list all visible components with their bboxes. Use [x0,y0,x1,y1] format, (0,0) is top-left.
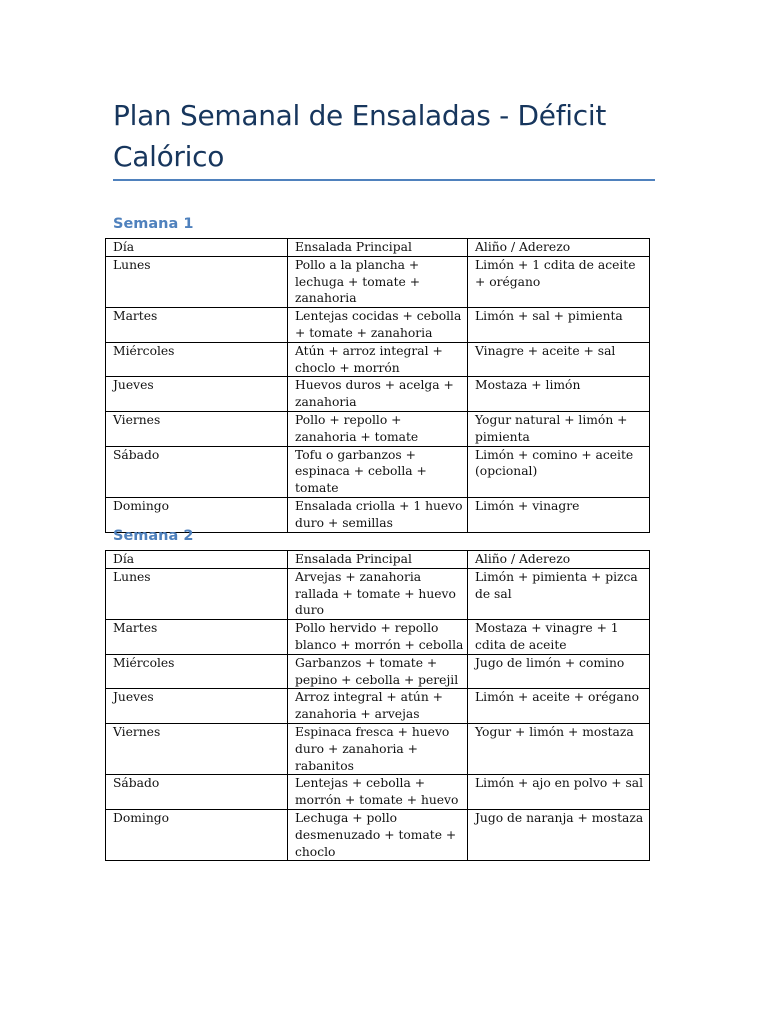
salad-cell: Lentejas + cebolla + morrón + tomate + huevo [288,775,468,810]
table-row [106,377,650,412]
salad-cell: Pollo hervido + repollo blanco + morrón + cebolla [288,620,468,655]
salad-cell: Ensalada criolla + 1 huevo duro + semillas [288,497,468,532]
table-row [106,342,650,377]
salad-cell: Lechuga + pollo desmenuzado + tomate + choclo [288,809,468,860]
dressing-cell: Mostaza + limón [468,377,650,412]
salad-cell: Arroz integral + atún + zanahoria + arvejas [288,689,468,724]
dressing-cell: Limón + ajo en polvo + sal [468,775,650,810]
table-row [106,809,650,860]
dressing-cell: Limón + pimienta + pizca de sal [468,568,650,619]
table-row [106,568,650,619]
day-cell: Miércoles [106,342,288,377]
salad-cell: Atún + arroz integral + choclo + morrón [288,342,468,377]
day-cell: Jueves [106,689,288,724]
table-row [106,308,650,343]
day-cell: Domingo [106,809,288,860]
dressing-cell: Limón + 1 cdita de aceite + orégano [468,256,650,307]
table-header-row [106,551,650,569]
salad-cell: Huevos duros + acelga + zanahoria [288,377,468,412]
dressing-cell: Limón + aceite + orégano [468,689,650,724]
table-row [106,411,650,446]
page-title: Plan Semanal de Ensaladas - Déficit Calórico [113,99,607,173]
dressing-cell: Limón + vinagre [468,497,650,532]
dressing-cell: Mostaza + vinagre + 1 cdita de aceite [468,620,650,655]
column-header-day: Día [106,551,288,569]
day-cell: Miércoles [106,654,288,689]
column-header-dressing: Aliño / Aderezo [468,551,650,569]
table-row [106,723,650,774]
salad-cell: Espinaca fresca + huevo duro + zanahoria + rabanitos [288,723,468,774]
week-1-heading: Semana 1 [113,216,194,232]
column-header-salad: Ensalada Principal [288,551,468,569]
day-cell: Lunes [106,256,288,307]
table-row [106,446,650,497]
dressing-cell: Limón + comino + aceite (opcional) [468,446,650,497]
table-row [106,775,650,810]
day-cell: Jueves [106,377,288,412]
salad-cell: Tofu o garbanzos + espinaca + cebolla + tomate [288,446,468,497]
day-cell: Sábado [106,446,288,497]
table-header-row [106,239,650,257]
column-header-dressing: Aliño / Aderezo [468,239,650,257]
day-cell: Sábado [106,775,288,810]
dressing-cell: Jugo de naranja + mostaza [468,809,650,860]
salad-cell: Pollo a la plancha + lechuga + tomate + zanahoria [288,256,468,307]
dressing-cell: Vinagre + aceite + sal [468,342,650,377]
table-row [106,689,650,724]
week-1-table [105,238,650,533]
dressing-cell: Limón + sal + pimienta [468,308,650,343]
title-divider [113,179,655,181]
day-cell: Lunes [106,568,288,619]
table-row [106,256,650,307]
salad-cell: Arvejas + zanahoria rallada + tomate + huevo duro [288,568,468,619]
column-header-day: Día [106,239,288,257]
day-cell: Domingo [106,497,288,532]
week-2-heading: Semana 2 [113,528,194,544]
dressing-cell: Yogur + limón + mostaza [468,723,650,774]
salad-cell: Pollo + repollo + zanahoria + tomate [288,411,468,446]
table-row [106,654,650,689]
week-2-table [105,550,650,861]
dressing-cell: Jugo de limón + comino [468,654,650,689]
column-header-salad: Ensalada Principal [288,239,468,257]
day-cell: Viernes [106,723,288,774]
day-cell: Martes [106,620,288,655]
table-row [106,620,650,655]
day-cell: Martes [106,308,288,343]
salad-cell: Lentejas cocidas + cebolla + tomate + zanahoria [288,308,468,343]
day-cell: Viernes [106,411,288,446]
dressing-cell: Yogur natural + limón + pimienta [468,411,650,446]
salad-cell: Garbanzos + tomate + pepino + cebolla + perejil [288,654,468,689]
